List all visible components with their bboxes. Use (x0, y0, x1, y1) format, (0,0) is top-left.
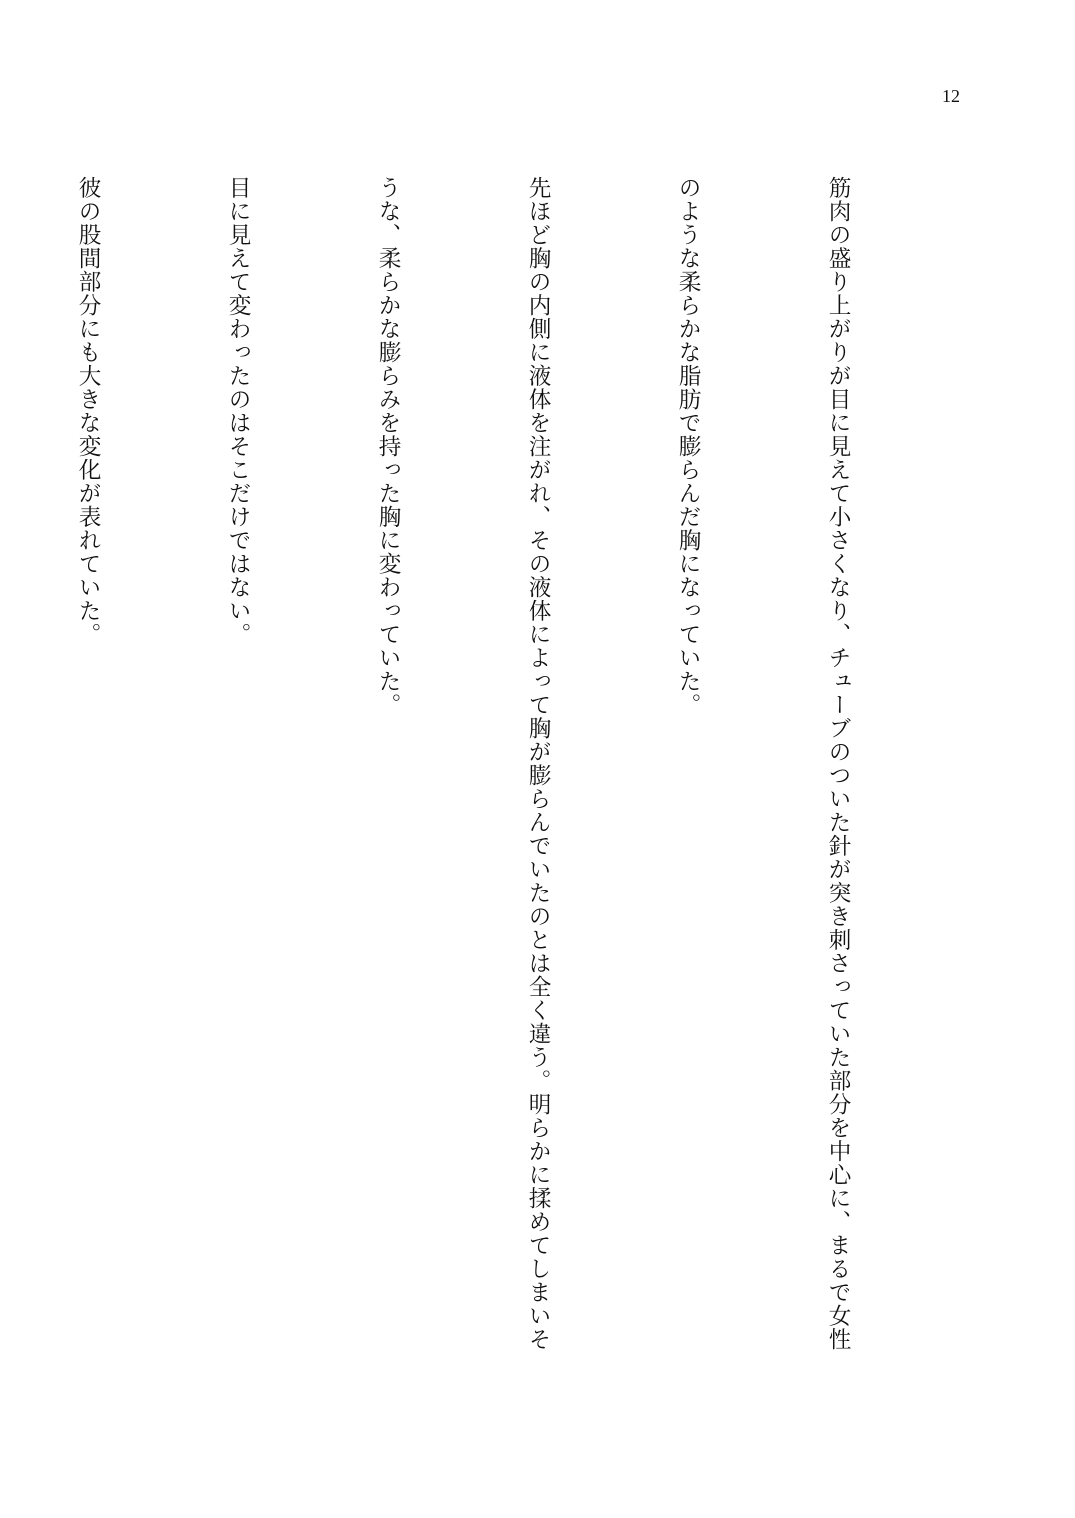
page-number: 12 (942, 86, 960, 106)
text-line: うな、柔らかな膨らみを持った胸に変わっていた。 (375, 176, 401, 717)
text-line: 彼の股間部分にも大きな変化が表れていた。 (75, 176, 101, 646)
text-line: のような柔らかな脂肪で膨らんだ胸になっていた。 (675, 176, 701, 717)
text-line: 筋肉の盛り上がりが目に見えて小さくなり、チューブのついた針が突き刺さっていた部分を中心に、まるで女性 (825, 176, 851, 1351)
text-line: 目に見えて変わったのはそこだけではない。 (225, 176, 251, 646)
vertical-text-body (0, 176, 963, 1356)
text-line: 先ほど胸の内側に液体を注がれ、その液体によって胸が膨らんでいたのとは全く違う。明らかに揉めてしまいそ (525, 176, 551, 1351)
